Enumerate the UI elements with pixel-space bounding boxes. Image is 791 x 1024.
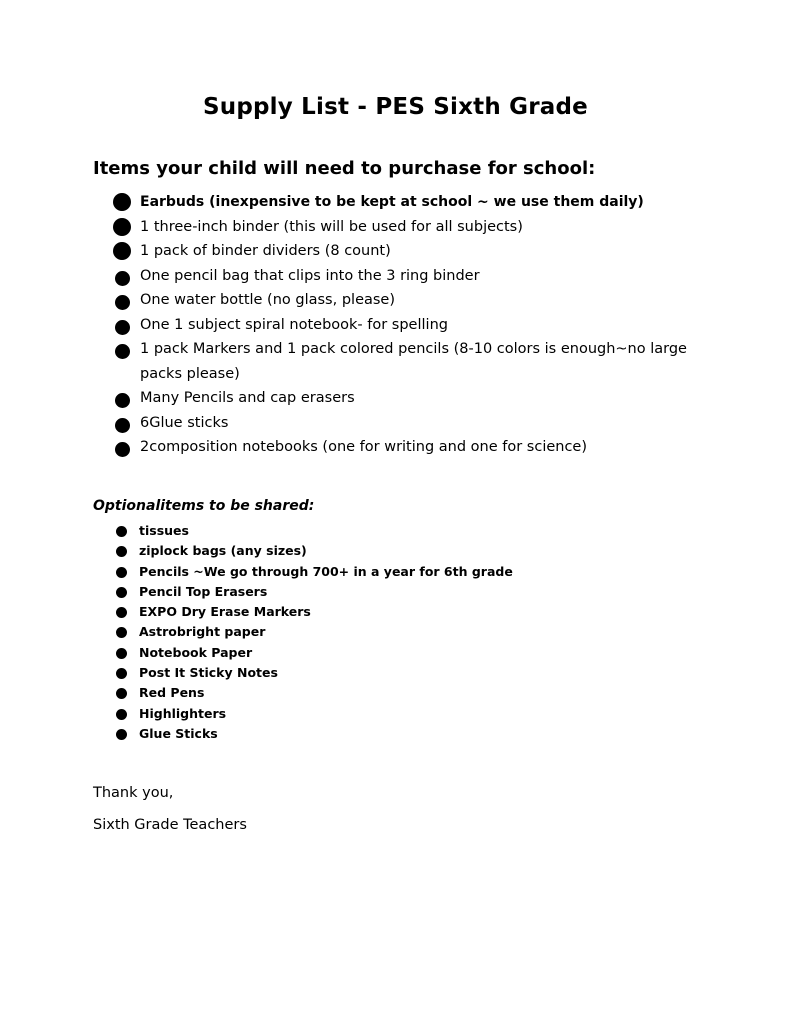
- bullet-icon: [116, 546, 127, 557]
- bullet-icon: [115, 271, 130, 286]
- bullet-icon: [116, 729, 127, 740]
- list-item-text: Earbuds (inexpensive to be kept at school ~ we use them daily): [140, 194, 644, 210]
- bullet-icon: [116, 668, 127, 679]
- list-item: [116, 724, 513, 744]
- list-item-text: Astrobright paper: [139, 624, 266, 640]
- list-item: [116, 683, 513, 703]
- list-item-text: 1 three-inch binder (this will be used for all subjects): [140, 218, 523, 235]
- optional-items-list: [116, 521, 513, 744]
- list-item: [113, 239, 733, 264]
- list-item: [116, 582, 513, 602]
- optional-items-heading: Optionalitems to be shared:: [93, 498, 315, 514]
- list-item-text: One pencil bag that clips into the 3 ring binder: [140, 267, 480, 284]
- bullet-icon: [115, 295, 130, 310]
- list-item-text: Red Pens: [139, 685, 205, 701]
- bullet-icon: [115, 320, 130, 335]
- list-item-text: One 1 subject spiral notebook- for spelling: [140, 316, 448, 333]
- list-item: [113, 337, 733, 386]
- required-items-list: [113, 190, 733, 460]
- bullet-icon: [113, 193, 131, 211]
- list-item-text: Pencils ~We go through 700+ in a year for 6th grade: [139, 563, 513, 579]
- list-item: [113, 190, 733, 215]
- list-item: [116, 562, 513, 582]
- list-item-text: ziplock bags (any sizes): [139, 543, 307, 559]
- bullet-icon: [116, 709, 127, 720]
- list-item: [116, 663, 513, 683]
- bullet-icon: [115, 344, 130, 359]
- list-item-text: Highlighters: [139, 705, 227, 721]
- list-item-text: Pencil Top Erasers: [139, 583, 268, 599]
- list-item-text: tissues: [139, 523, 189, 538]
- list-item: [113, 411, 733, 436]
- bullet-icon: [116, 567, 127, 578]
- bullet-icon: [116, 688, 127, 699]
- list-item: [116, 704, 513, 724]
- bullet-icon: [113, 242, 131, 260]
- list-item: [113, 264, 733, 289]
- bullet-icon: [116, 627, 127, 638]
- bullet-icon: [116, 526, 127, 537]
- list-item-text: Many Pencils and cap erasers: [140, 390, 355, 406]
- list-item: [116, 602, 513, 622]
- closing-thanks: Thank you,: [93, 785, 174, 801]
- bullet-icon: [116, 648, 127, 659]
- list-item: [113, 288, 733, 313]
- bullet-icon: [113, 218, 131, 236]
- bullet-icon: [115, 442, 130, 457]
- bullet-icon: [116, 587, 127, 598]
- list-item: [116, 622, 513, 642]
- list-item: [113, 313, 733, 338]
- list-item-text: Notebook Paper: [139, 644, 253, 660]
- list-item-text: EXPO Dry Erase Markers: [139, 604, 311, 620]
- list-item-text: Post It Sticky Notes: [139, 665, 278, 681]
- required-items-heading: Items your child will need to purchase for school:: [93, 158, 596, 179]
- bullet-icon: [116, 607, 127, 618]
- list-item: [113, 435, 733, 460]
- list-item-text: One water bottle (no glass, please): [140, 292, 396, 308]
- list-item-text: 2composition notebooks (one for writing and one for science): [140, 439, 588, 455]
- list-item: [116, 643, 513, 663]
- list-item: [116, 541, 513, 561]
- closing-signature: Sixth Grade Teachers: [93, 817, 247, 833]
- list-item-text: 1 pack Markers and 1 pack colored pencils (8-10 colors is enough~no large: [140, 341, 687, 357]
- list-item-text: Glue Sticks: [139, 725, 218, 741]
- list-item-text-continued: packs please): [140, 365, 240, 382]
- list-item-text: 6Glue sticks: [140, 414, 229, 431]
- list-item: [113, 215, 733, 240]
- bullet-icon: [115, 393, 130, 408]
- list-item-text: 1 pack of binder dividers (8 count): [140, 243, 391, 259]
- page-title: Supply List - PES Sixth Grade: [203, 94, 588, 120]
- list-item: [116, 521, 513, 541]
- bullet-icon: [115, 418, 130, 433]
- list-item: [113, 386, 733, 411]
